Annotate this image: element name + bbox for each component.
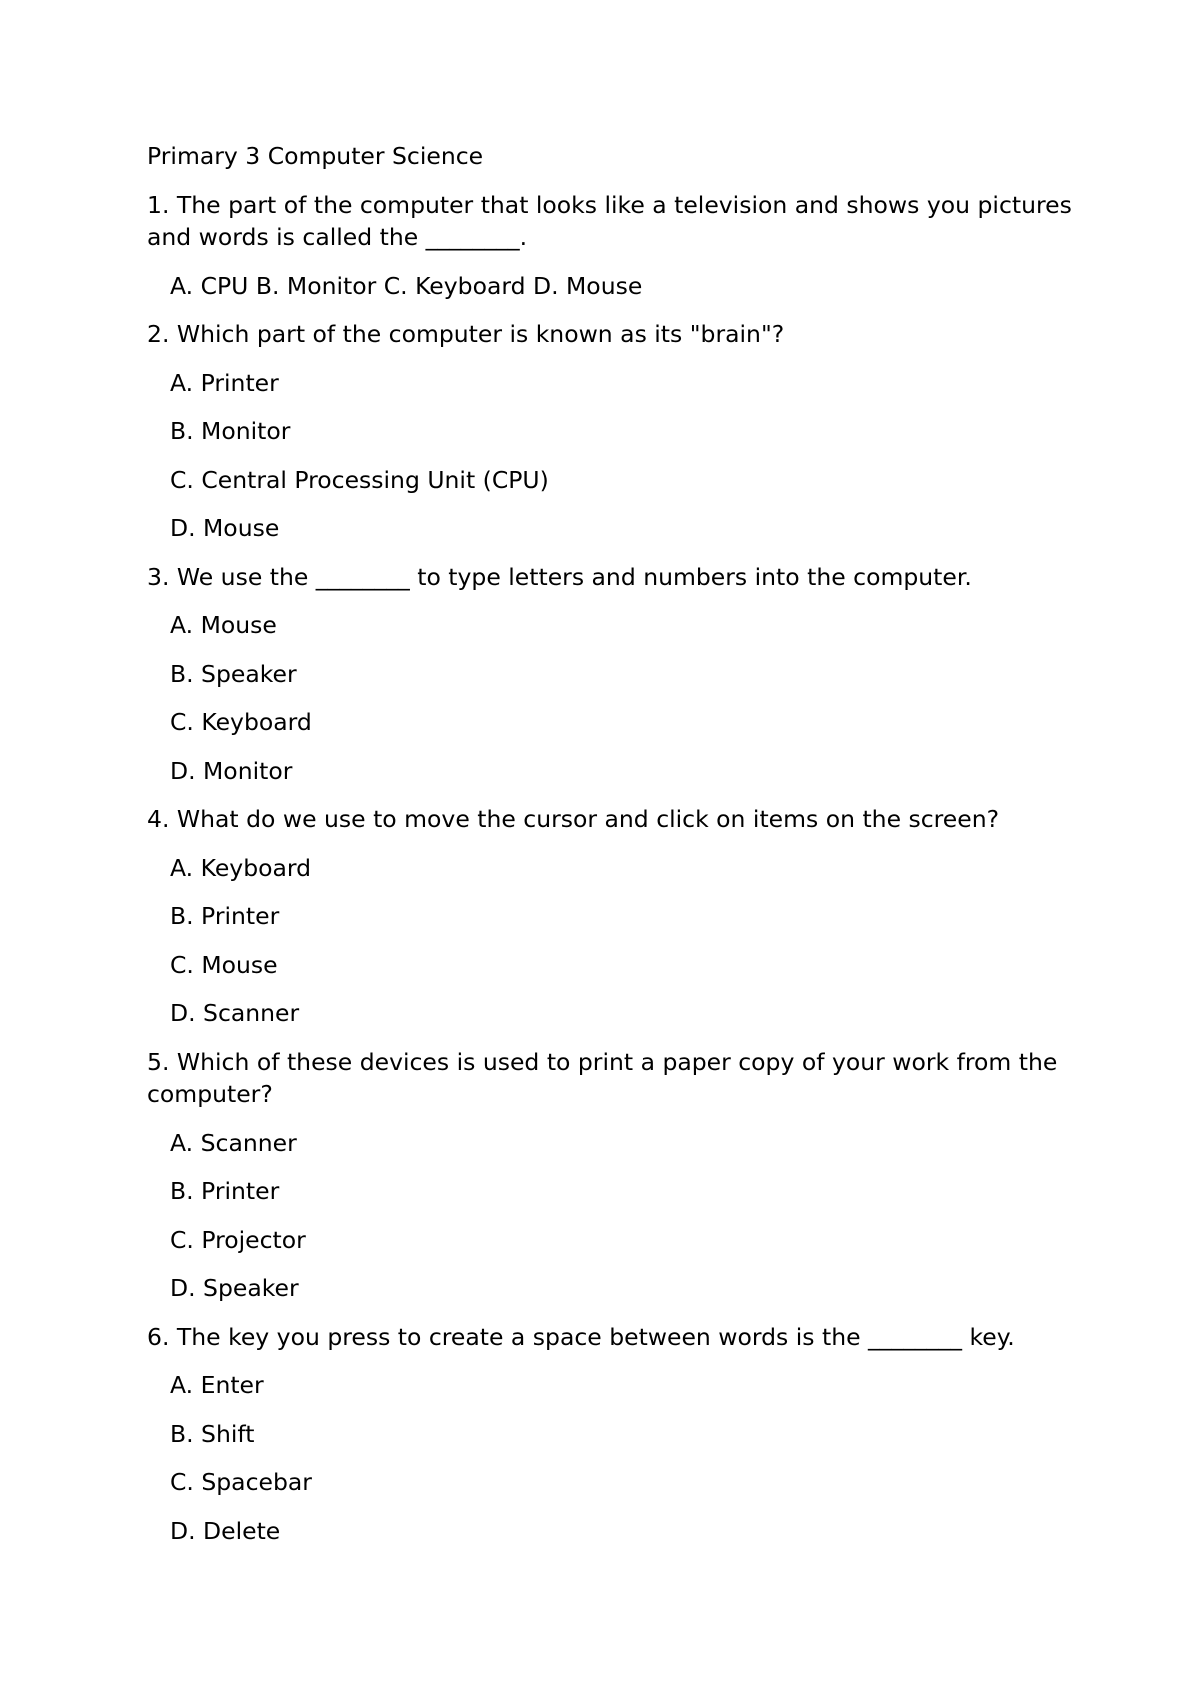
answer-option: B. Shift xyxy=(170,1419,255,1448)
answer-option: B. Speaker xyxy=(170,659,297,688)
document-page xyxy=(147,140,1077,1563)
question-1 xyxy=(147,189,1077,303)
answer-option: A. Scanner xyxy=(170,1128,297,1157)
question-text: 5. Which of these devices is used to print a paper copy of your work from the computer? xyxy=(147,1047,1058,1108)
answer-option: C. Projector xyxy=(170,1225,306,1254)
question-2 xyxy=(147,318,1077,545)
question-text: 1. The part of the computer that looks like a television and shows you pictures and words is called the ________. xyxy=(147,190,1072,251)
question-text: 3. We use the ________ to type letters and numbers into the computer. xyxy=(147,562,972,591)
answer-option: A. Printer xyxy=(170,368,279,397)
answer-option: A. Mouse xyxy=(170,611,277,639)
answer-option: C. Keyboard xyxy=(170,708,312,736)
question-text: 2. Which part of the computer is known as its "brain"? xyxy=(147,320,785,348)
question-5 xyxy=(147,1046,1077,1305)
question-text: 6. The key you press to create a space between words is the ________ key. xyxy=(147,1322,1015,1351)
answer-option: D. Scanner xyxy=(170,999,300,1027)
answer-option: D. Delete xyxy=(170,1516,281,1545)
answer-option: A. Enter xyxy=(170,1371,264,1399)
answer-option: C. Central Processing Unit (CPU) xyxy=(170,465,549,494)
document-title: Primary 3 Computer Science xyxy=(147,142,484,170)
answer-option: C. Spacebar xyxy=(170,1468,312,1496)
question-3 xyxy=(147,561,1077,788)
answer-option: B. Printer xyxy=(170,902,280,930)
answer-option: B. Monitor xyxy=(170,417,291,445)
question-4 xyxy=(147,803,1077,1030)
answer-option: D. Mouse xyxy=(170,514,280,542)
question-6 xyxy=(147,1321,1077,1548)
question-text: 4. What do we use to move the cursor and click on items on the screen? xyxy=(147,805,1000,833)
answer-option: D. Monitor xyxy=(170,756,293,785)
answer-option: B. Printer xyxy=(170,1177,280,1205)
answer-option: D. Speaker xyxy=(170,1274,299,1302)
answer-option: A. CPU B. Monitor C. Keyboard D. Mouse xyxy=(170,271,643,300)
answer-option: C. Mouse xyxy=(170,950,278,979)
answer-option: A. Keyboard xyxy=(170,853,312,882)
